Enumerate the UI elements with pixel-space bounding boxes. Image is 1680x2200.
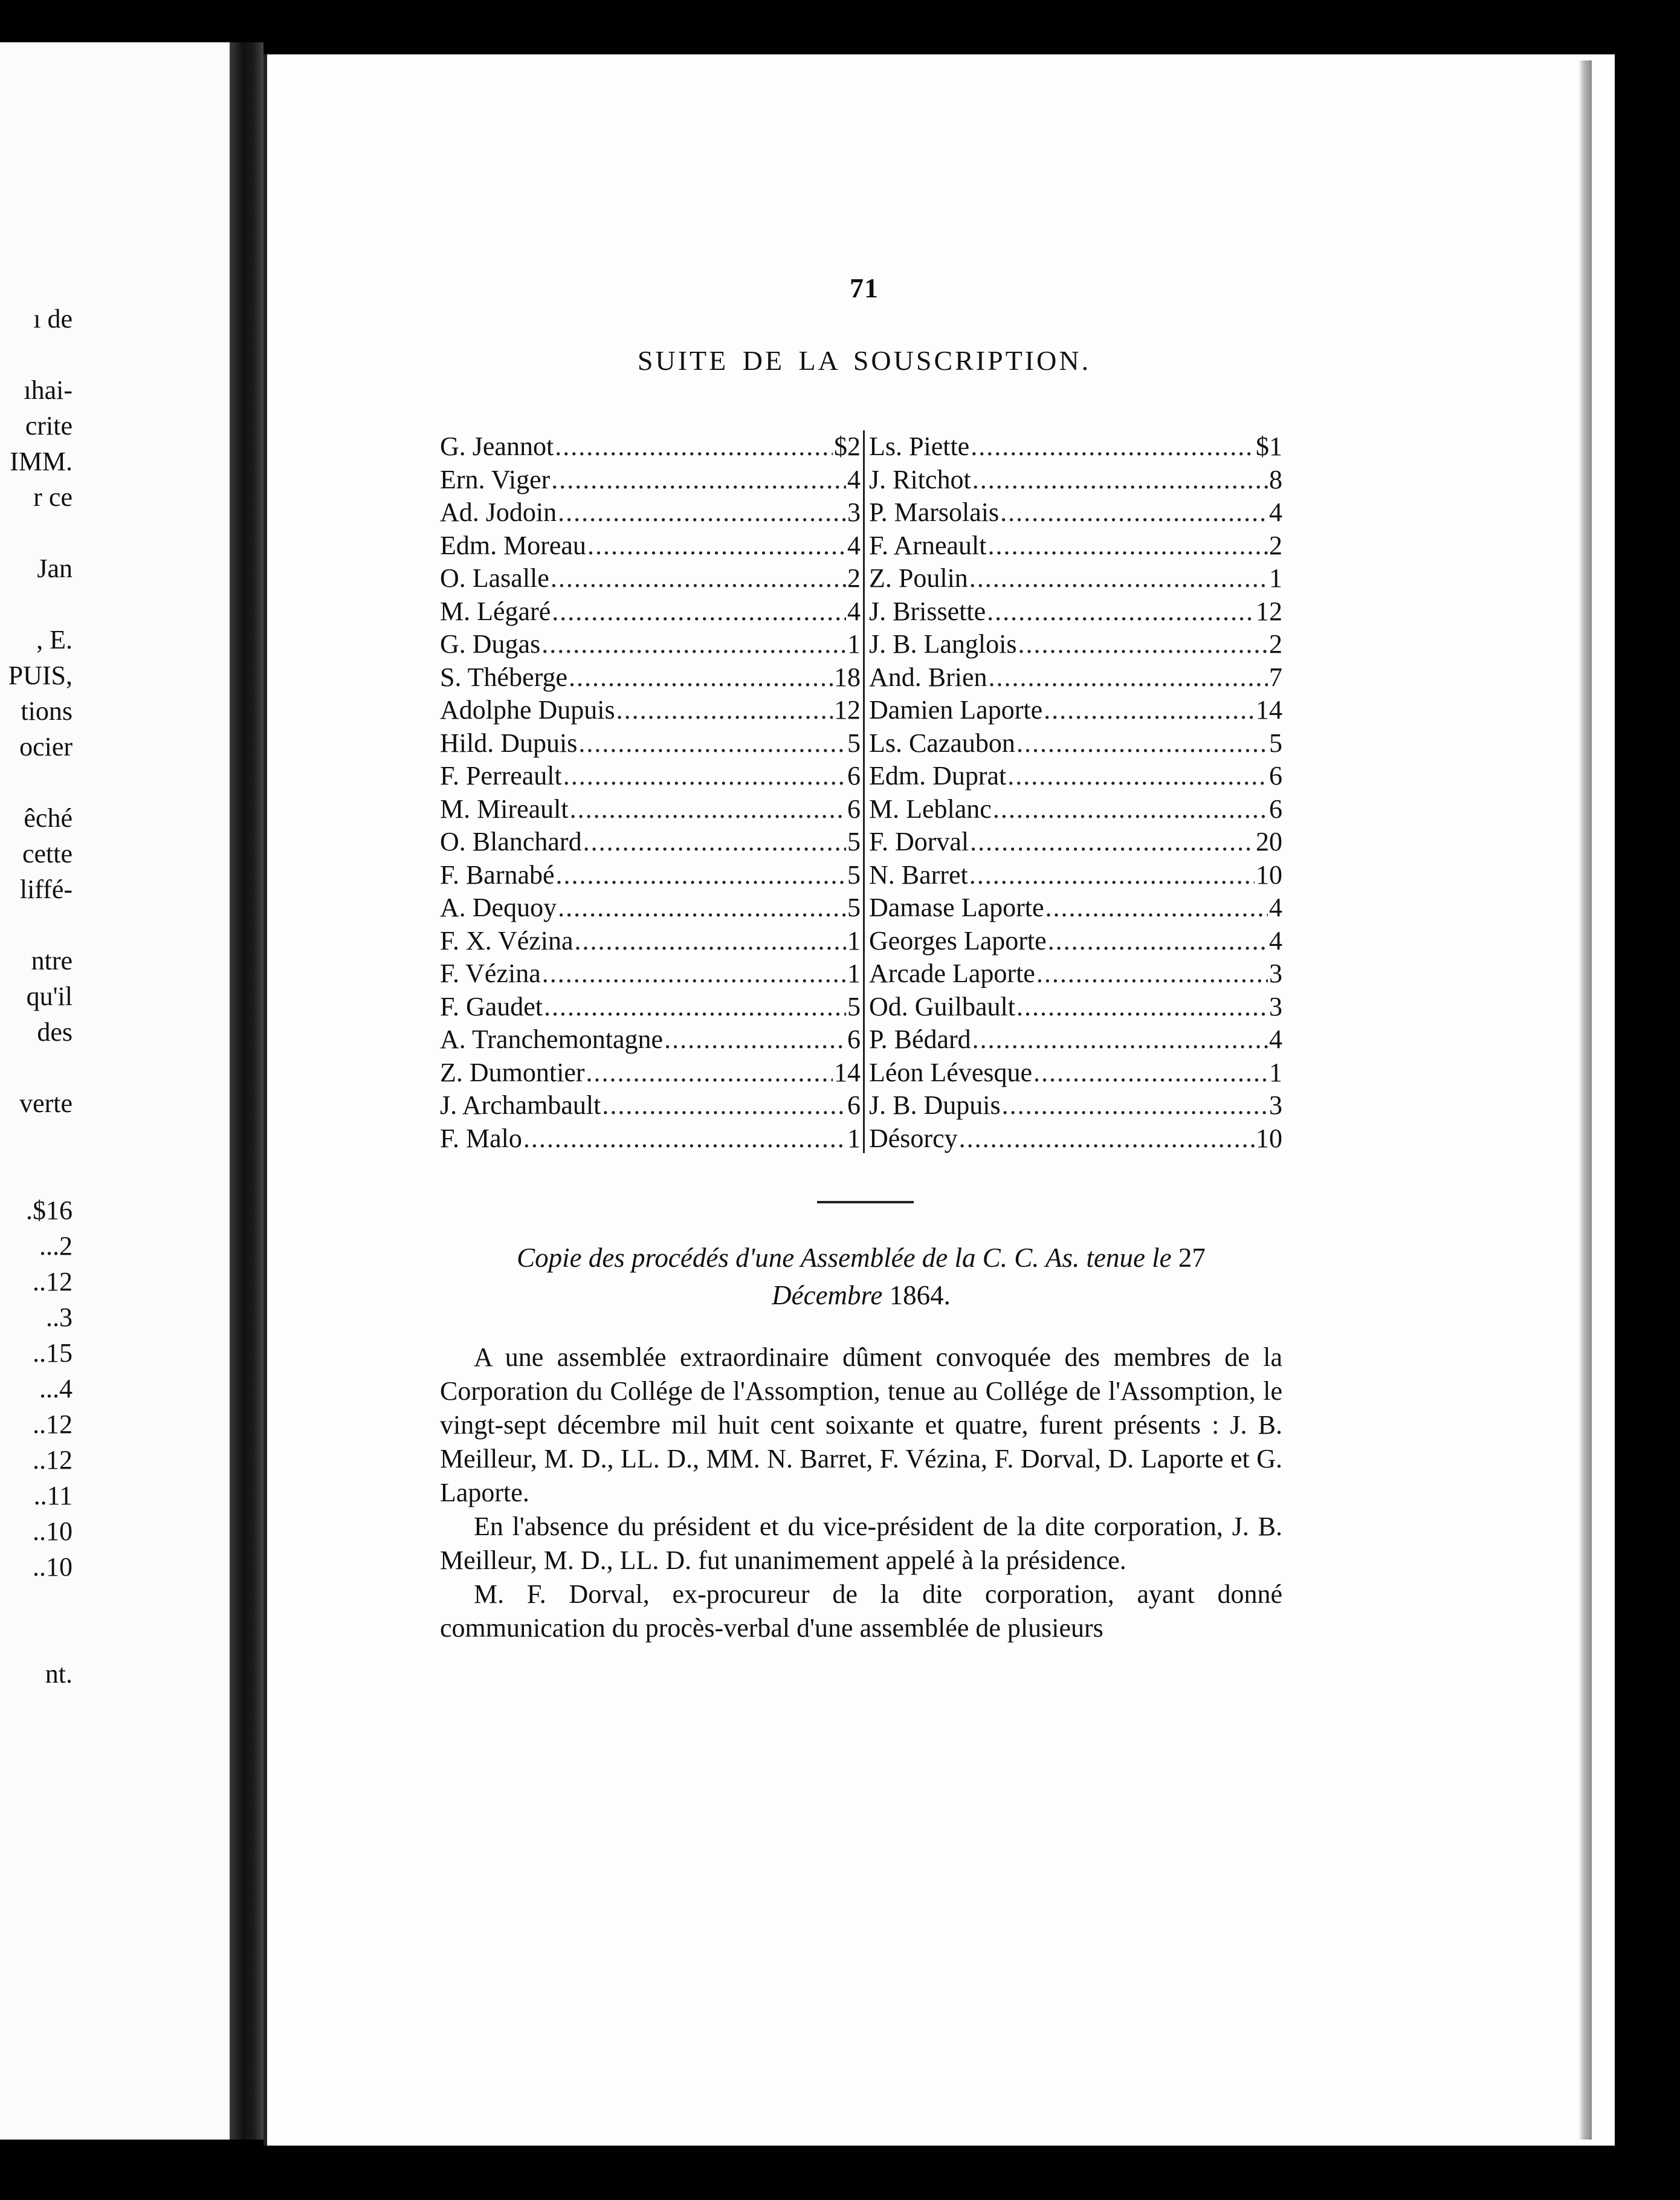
subscription-amount: 4 xyxy=(847,530,861,560)
leader-dots xyxy=(1007,760,1268,793)
subscription-amount: 5 xyxy=(1269,728,1282,758)
leader-dots xyxy=(1045,891,1268,925)
subscriber-name: Damien Laporte xyxy=(869,695,1043,725)
leader-dots xyxy=(602,1089,846,1122)
subscriber-name: Désorcy xyxy=(869,1123,958,1153)
subscriber-name: J. Ritchot xyxy=(869,464,971,494)
subscription-amount: 4 xyxy=(1269,893,1282,922)
subscription-amount: 6 xyxy=(847,1090,861,1120)
leader-dots xyxy=(555,430,833,464)
paragraph: A une assemblée extraordinaire dûment convoquée des membres de la Corporation du Collége de l'Assomption, tenue au Collége de l'Assomption, le vingt-sept décembre mil huit cent soixante et quatre, furent présents : J. B. Meilleur, M. D., LL. D., MM. N. Barret, F. Vézina, F. Dorval, D. Laporte et G. Laporte. xyxy=(440,1342,1282,1507)
subscriber-name: N. Barret xyxy=(869,859,968,890)
facing-page-text: des xyxy=(37,1017,73,1047)
facing-page-text: ..3 xyxy=(46,1302,73,1332)
subscription-amount: 1 xyxy=(847,1123,861,1153)
subscription-list-right xyxy=(869,430,1282,1155)
subscriber-name: Hild. Dupuis xyxy=(440,728,578,758)
section-divider xyxy=(817,1201,914,1203)
subscriber-name: J. B. Dupuis xyxy=(869,1090,1001,1120)
subscription-row xyxy=(869,1023,1282,1056)
heading-day: 27 xyxy=(1178,1243,1206,1273)
subscription-row xyxy=(440,1122,861,1156)
facing-page-text: ıhai- xyxy=(24,375,73,405)
leader-dots xyxy=(969,562,1268,595)
subscription-row xyxy=(869,826,1282,859)
leader-dots xyxy=(541,628,846,661)
subscription-row xyxy=(440,760,861,793)
facing-page-text: PUIS, xyxy=(8,661,73,690)
leader-dots xyxy=(1018,628,1268,661)
subscription-amount: 12 xyxy=(834,695,861,725)
minutes-heading xyxy=(440,1239,1282,1314)
subscription-amount: 5 xyxy=(847,991,861,1021)
subscription-row xyxy=(869,760,1282,793)
subscription-row xyxy=(869,859,1282,892)
subscriber-name: F. Barnabé xyxy=(440,859,555,890)
subscription-amount: $1 xyxy=(1256,432,1282,461)
subscription-row xyxy=(869,1056,1282,1090)
subscription-row xyxy=(440,430,861,464)
subscriber-name: Georges Laporte xyxy=(869,925,1047,956)
subscription-amount: 4 xyxy=(1269,1024,1282,1054)
subscription-row xyxy=(440,1056,861,1090)
subscription-row xyxy=(440,826,861,859)
leader-dots xyxy=(569,661,833,694)
subscription-row xyxy=(440,793,861,826)
subscriber-name: Od. Guilbault xyxy=(869,991,1015,1021)
subscription-amount: 2 xyxy=(1269,530,1282,560)
minutes-body xyxy=(440,1341,1282,1645)
subscription-amount: 2 xyxy=(1269,629,1282,659)
leader-dots xyxy=(972,1023,1268,1056)
facing-page-text: IMM. xyxy=(10,447,73,476)
subscriber-name: M. Leblanc xyxy=(869,794,992,824)
subscriber-name: G. Dugas xyxy=(440,629,541,659)
leader-dots xyxy=(544,991,846,1024)
subscription-row xyxy=(440,595,861,629)
subscriber-name: F. Vézina xyxy=(440,959,541,988)
subscription-amount: 4 xyxy=(1269,497,1282,527)
leader-dots xyxy=(1000,496,1268,529)
facing-page-fragment xyxy=(0,42,230,2140)
facing-page-text: verte xyxy=(19,1089,73,1118)
facing-page-text: ..12 xyxy=(33,1409,73,1439)
facing-page-text: ..10 xyxy=(33,1516,73,1546)
subscriber-name: Ls. Piette xyxy=(869,432,970,461)
subscription-amount: 1 xyxy=(1269,1057,1282,1087)
subscriber-name: J. B. Langlois xyxy=(869,629,1017,659)
subscriber-name: Edm. Moreau xyxy=(440,530,586,560)
leader-dots xyxy=(575,925,846,958)
subscription-row xyxy=(869,694,1282,727)
subscription-list-left xyxy=(440,430,861,1155)
leader-dots xyxy=(664,1023,846,1056)
facing-page-text: ntre xyxy=(31,946,73,975)
leader-dots xyxy=(551,562,846,595)
subscriber-name: M. Légaré xyxy=(440,596,551,626)
subscription-row xyxy=(869,661,1282,694)
subscriber-name: G. Jeannot xyxy=(440,432,554,461)
leader-dots xyxy=(1048,925,1268,958)
leader-dots xyxy=(972,464,1268,497)
subscriber-name: F. Gaudet xyxy=(440,991,543,1021)
leader-dots xyxy=(987,529,1268,563)
leader-dots xyxy=(959,1122,1255,1156)
subscription-amount: 4 xyxy=(1269,925,1282,956)
facing-page-text: ...4 xyxy=(39,1374,73,1403)
leader-dots xyxy=(1016,727,1268,760)
subscriber-name: M. Mireault xyxy=(440,794,569,824)
subscription-amount: 6 xyxy=(1269,794,1282,824)
leader-dots xyxy=(1044,694,1255,727)
subscriber-name: Adolphe Dupuis xyxy=(440,695,615,725)
leader-dots xyxy=(989,661,1268,694)
subscription-amount: 6 xyxy=(847,794,861,824)
column-rule xyxy=(863,430,865,1153)
leader-dots xyxy=(587,529,846,563)
subscriber-name: O. Blanchard xyxy=(440,827,582,856)
facing-page-text: ..12 xyxy=(33,1445,73,1475)
subscriber-name: And. Brien xyxy=(869,662,987,692)
facing-page-text: ..12 xyxy=(33,1267,73,1296)
subscription-amount: 2 xyxy=(847,563,861,593)
subscription-amount: 1 xyxy=(847,959,861,988)
subscription-row xyxy=(869,891,1282,925)
subscription-amount: 20 xyxy=(1256,827,1282,856)
subscription-row xyxy=(869,1122,1282,1156)
subscription-amount: 3 xyxy=(1269,991,1282,1021)
subscription-row xyxy=(440,562,861,595)
facing-page-text: ..15 xyxy=(33,1338,73,1368)
leader-dots xyxy=(987,595,1255,629)
subscription-row xyxy=(440,529,861,563)
facing-page-text: .$16 xyxy=(26,1195,73,1225)
subscription-amount: 3 xyxy=(1269,1090,1282,1120)
subscription-amount: $2 xyxy=(834,432,861,461)
subscription-amount: 3 xyxy=(847,497,861,527)
subscriber-name: A. Tranchemontagne xyxy=(440,1024,664,1054)
subscriber-name: Arcade Laporte xyxy=(869,959,1035,988)
leader-dots xyxy=(570,793,846,826)
facing-page-text: qu'il xyxy=(26,982,73,1011)
subscription-amount: 1 xyxy=(847,925,861,956)
subscription-amount: 14 xyxy=(834,1057,861,1087)
facing-page-text: Jan xyxy=(37,554,73,583)
subscriber-name: F. Dorval xyxy=(869,827,969,856)
subscriber-name: Z. Poulin xyxy=(869,563,968,593)
subscription-amount: 1 xyxy=(847,629,861,659)
subscription-row xyxy=(869,628,1282,661)
subscription-row xyxy=(440,727,861,760)
facing-page-text: r ce xyxy=(33,482,73,512)
heading-text: Copie des procédés d'une Assemblée de la C. C. As. tenue le xyxy=(517,1243,1172,1273)
subscription-amount: 6 xyxy=(847,761,861,791)
leader-dots xyxy=(1036,957,1268,991)
subscriber-name: Ad. Jodoin xyxy=(440,497,557,527)
section-title: SUITE DE LA SOUSCRIPTION. xyxy=(637,345,1091,376)
leader-dots xyxy=(542,957,846,991)
paragraph: M. F. Dorval, ex-procureur de la dite corporation, ayant donné communication du procès-verbal d'une assemblée de plusieurs xyxy=(440,1579,1282,1643)
subscription-amount: 14 xyxy=(1256,695,1282,725)
facing-page-text: ...2 xyxy=(39,1231,73,1261)
leader-dots xyxy=(971,430,1255,464)
leader-dots xyxy=(558,496,846,529)
subscriber-name: F. Arneault xyxy=(869,530,987,560)
subscription-amount: 4 xyxy=(847,464,861,494)
heading-month: Décembre xyxy=(772,1280,883,1310)
subscription-amount: 18 xyxy=(834,662,861,692)
subscriber-name: Ern. Viger xyxy=(440,464,551,494)
subscription-row xyxy=(869,529,1282,563)
leader-dots xyxy=(583,826,846,859)
subscription-amount: 5 xyxy=(847,728,861,758)
subscription-row xyxy=(440,496,861,529)
leader-dots xyxy=(993,793,1268,826)
subscriber-name: Edm. Duprat xyxy=(869,761,1007,791)
subscriber-name: J. Archambault xyxy=(440,1090,601,1120)
facing-page-text: liffé- xyxy=(19,875,73,904)
leader-dots xyxy=(616,694,833,727)
subscription-row xyxy=(440,1023,861,1056)
subscription-row xyxy=(440,957,861,991)
facing-page-text: ..11 xyxy=(33,1481,73,1510)
subscription-row xyxy=(869,793,1282,826)
subscription-row xyxy=(440,925,861,958)
subscriber-name: F. Perreault xyxy=(440,761,562,791)
subscription-row xyxy=(869,957,1282,991)
leader-dots xyxy=(586,1056,833,1090)
subscription-row xyxy=(440,891,861,925)
subscriber-name: S. Théberge xyxy=(440,662,567,692)
subscription-amount: 6 xyxy=(847,1024,861,1054)
subscription-amount: 1 xyxy=(1269,563,1282,593)
subscription-amount: 7 xyxy=(1269,662,1282,692)
subscriber-name: P. Marsolais xyxy=(869,497,1000,527)
subscription-row xyxy=(440,464,861,497)
subscription-amount: 8 xyxy=(1269,464,1282,494)
subscriber-name: Z. Dumontier xyxy=(440,1057,585,1087)
subscriber-name: F. Malo xyxy=(440,1123,522,1153)
subscription-row xyxy=(440,628,861,661)
subscription-row xyxy=(869,464,1282,497)
leader-dots xyxy=(551,464,846,497)
leader-dots xyxy=(558,891,846,925)
subscriber-name: Léon Lévesque xyxy=(869,1057,1032,1087)
subscription-amount: 10 xyxy=(1256,1123,1282,1153)
subscription-row xyxy=(869,727,1282,760)
leader-dots xyxy=(523,1122,846,1156)
subscriber-name: Ls. Cazaubon xyxy=(869,728,1015,758)
subscription-row xyxy=(440,859,861,892)
facing-page-text: ..10 xyxy=(33,1552,73,1582)
leader-dots xyxy=(578,727,846,760)
subscription-row xyxy=(869,496,1282,529)
subscription-amount: 3 xyxy=(1269,959,1282,988)
subscriber-name: O. Lasalle xyxy=(440,563,549,593)
facing-page-text: êché xyxy=(24,803,73,833)
facing-page-text: cette xyxy=(22,839,73,869)
leader-dots xyxy=(1016,991,1268,1024)
facing-page-text: tions xyxy=(21,696,73,726)
subscription-row xyxy=(440,694,861,727)
leader-dots xyxy=(1033,1056,1268,1090)
leader-dots xyxy=(556,859,846,892)
subscriber-name: J. Brissette xyxy=(869,596,986,626)
leader-dots xyxy=(970,826,1255,859)
subscription-amount: 5 xyxy=(847,859,861,890)
facing-page-text: nt. xyxy=(45,1659,73,1689)
subscriber-name: A. Dequoy xyxy=(440,893,557,922)
leader-dots xyxy=(969,859,1255,892)
heading-year: 1864. xyxy=(889,1280,951,1310)
leader-dots xyxy=(552,595,846,629)
facing-page-text: ı de xyxy=(33,304,73,334)
subscription-amount: 12 xyxy=(1256,596,1282,626)
subscription-row xyxy=(869,595,1282,629)
subscriber-name: P. Bédard xyxy=(869,1024,971,1054)
facing-page-text: , E. xyxy=(36,625,73,655)
subscription-amount: 5 xyxy=(847,827,861,856)
subscription-row xyxy=(440,661,861,694)
subscription-amount: 4 xyxy=(847,596,861,626)
book-gutter xyxy=(230,42,263,2140)
subscription-row xyxy=(440,1089,861,1122)
subscription-row xyxy=(869,991,1282,1024)
subscription-amount: 10 xyxy=(1256,859,1282,890)
facing-page-text: crite xyxy=(25,411,73,441)
subscription-row xyxy=(440,991,861,1024)
subscription-row xyxy=(869,925,1282,958)
subscription-row xyxy=(869,430,1282,464)
subscription-row xyxy=(869,1089,1282,1122)
page-number: 71 xyxy=(850,273,879,303)
page-edge xyxy=(1578,60,1592,2140)
facing-page-text: ocier xyxy=(19,732,73,762)
paragraph: En l'absence du président et du vice-président de la dite corporation, J. B. Meilleur, M. D., LL. D. fut unanimement appelé à la présidence. xyxy=(440,1512,1282,1575)
subscriber-name: Damase Laporte xyxy=(869,893,1044,922)
subscriber-name: F. X. Vézina xyxy=(440,925,573,956)
subscription-amount: 5 xyxy=(847,893,861,922)
leader-dots xyxy=(1002,1089,1268,1122)
subscription-row xyxy=(869,562,1282,595)
subscription-amount: 6 xyxy=(1269,761,1282,791)
leader-dots xyxy=(563,760,846,793)
